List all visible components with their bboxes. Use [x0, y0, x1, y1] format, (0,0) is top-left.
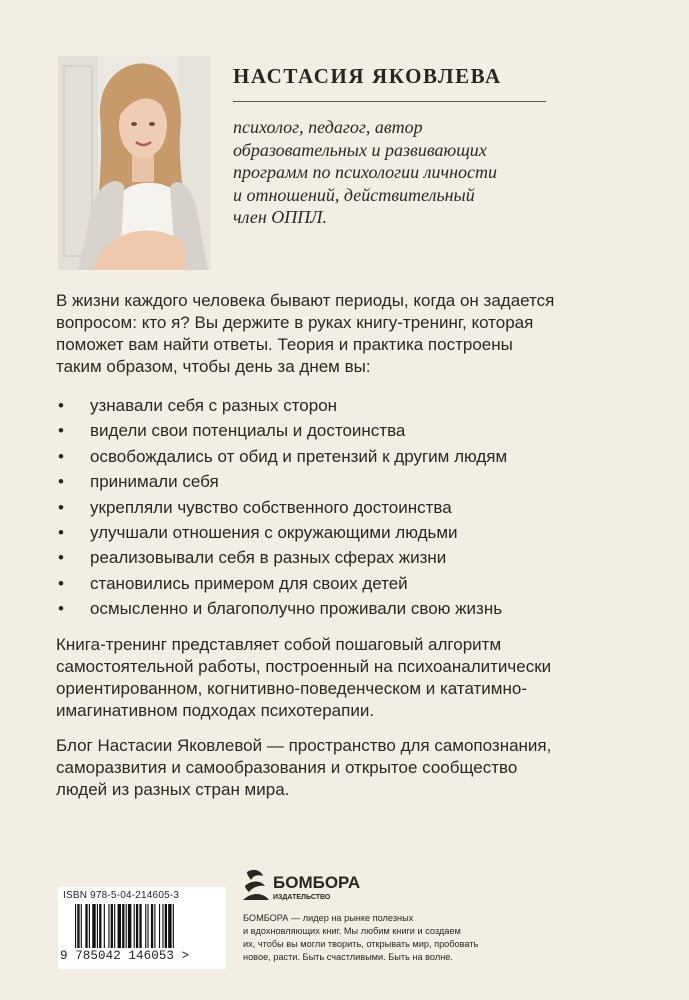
list-item-text: реализовывали себя в разных сферах жизни [90, 548, 447, 568]
barcode-stripe [128, 904, 131, 948]
barcode-stripe [97, 904, 98, 948]
list-item-text: улучшали отношения с окружающими людьми [90, 522, 458, 542]
intro-paragraph: В жизни каждого человека бывают периоды, когда он задается вопросом: кто я? Вы держите в руках книгу-тренинг, которая поможет вам найти ответы. Теория и практика построены таким образом, чтобы день за днем вы: [56, 291, 555, 376]
publisher-logo [243, 866, 373, 906]
list-item [56, 469, 507, 494]
list-item [56, 520, 507, 545]
barcode-stripe [81, 904, 82, 948]
bullet-marker: • [58, 599, 64, 619]
barcode-stripe [75, 904, 76, 948]
barcode-stripe [145, 904, 146, 948]
barcode-stripe [154, 904, 155, 948]
author-name-divider [233, 101, 546, 102]
list-item [56, 444, 507, 469]
bullet-marker: • [58, 497, 64, 517]
barcode-stripe [162, 904, 163, 948]
barcode-stripe [134, 904, 135, 948]
barcode-stripe [126, 904, 127, 948]
barcode-block [58, 887, 226, 969]
author-portrait-illustration [58, 56, 211, 270]
barcode-stripe [173, 904, 174, 948]
barcode-stripe [111, 904, 113, 948]
barcode-digits: 9 785042 146053 > [60, 949, 190, 963]
bullet-marker: • [58, 396, 64, 415]
list-item [56, 495, 507, 520]
list-item-text: освобождались от обид и претензий к другим людям [90, 446, 508, 466]
list-item-text: принимали себя [90, 472, 219, 492]
bullet-marker: • [58, 472, 64, 492]
barcode-stripe [77, 904, 79, 948]
method-paragraph: Книга-тренинг представляет собой пошаговый алгоритм самостоятельной работы, построенный на психоаналитически ориентированном, когнитивно-поведенческом и кататимно- имагинативном подходах психотерапии. [56, 635, 552, 720]
isbn-number: ISBN 978-5-04-214605-3 [63, 890, 180, 901]
barcode-stripe [89, 904, 90, 948]
bullet-marker: • [58, 548, 64, 568]
barcode-stripe [147, 904, 148, 948]
barcode-stripe [104, 904, 105, 948]
barcode-stripe [139, 904, 141, 948]
list-item [56, 545, 507, 570]
list-item-text: осмысленно и благополучно проживали свою жизнь [90, 599, 503, 619]
barcode-stripe [114, 904, 115, 948]
list-item [56, 596, 507, 621]
barcode-stripe [92, 904, 95, 948]
publisher-tagline: ИЗДАТЕЛЬСТВО [273, 894, 331, 901]
barcode-icon [75, 904, 217, 948]
list-item [56, 571, 507, 596]
bullet-marker: • [58, 522, 64, 542]
barcode-stripe [118, 904, 121, 948]
publisher-description: БОМБОРА — лидер на рынке полезных и вдохновляющих книг. Мы любим книги и создаем их, чтобы вы могли творить, открывать мир, пробовать новое, расти. Быть счастливыми. Быть на волне. [243, 913, 479, 962]
author-description: психолог, педагог, автор образовательных и развивающих программ по психологии личности и отношений, действительный член ОППЛ. [233, 117, 498, 227]
list-item-text: узнавали себя с разных сторон [90, 396, 338, 415]
barcode-stripe [85, 904, 87, 948]
blog-paragraph: Блог Настасии Яковлевой — пространство для самопознания, саморазвития и самообразования и открытое сообщество людей из разных стран мира. [56, 736, 552, 799]
bullet-marker: • [58, 446, 64, 466]
barcode-stripe [165, 904, 167, 948]
barcode-stripe [159, 904, 160, 948]
list-item-text: становились примером для своих детей [90, 573, 408, 593]
list-item [56, 418, 507, 443]
barcode-stripe [151, 904, 153, 948]
barcode-stripe [168, 904, 171, 948]
barcode-stripe [108, 904, 109, 948]
bullet-marker: • [58, 421, 64, 441]
benefits-list [56, 393, 507, 622]
barcode-stripe [122, 904, 124, 948]
bombora-wave-icon [243, 870, 269, 900]
barcode-stripe [99, 904, 101, 948]
list-item-text: укрепляли чувство собственного достоинства [90, 497, 452, 517]
bullet-marker: • [58, 573, 64, 593]
publisher-name: БОМБОРА [273, 873, 361, 892]
author-photo [58, 56, 211, 270]
author-name: НАСТАСИЯ ЯКОВЛЕВА [233, 64, 502, 88]
list-item [56, 393, 507, 418]
barcode-stripe [136, 904, 138, 948]
list-item-text: видели свои потенциалы и достоинства [90, 421, 406, 441]
